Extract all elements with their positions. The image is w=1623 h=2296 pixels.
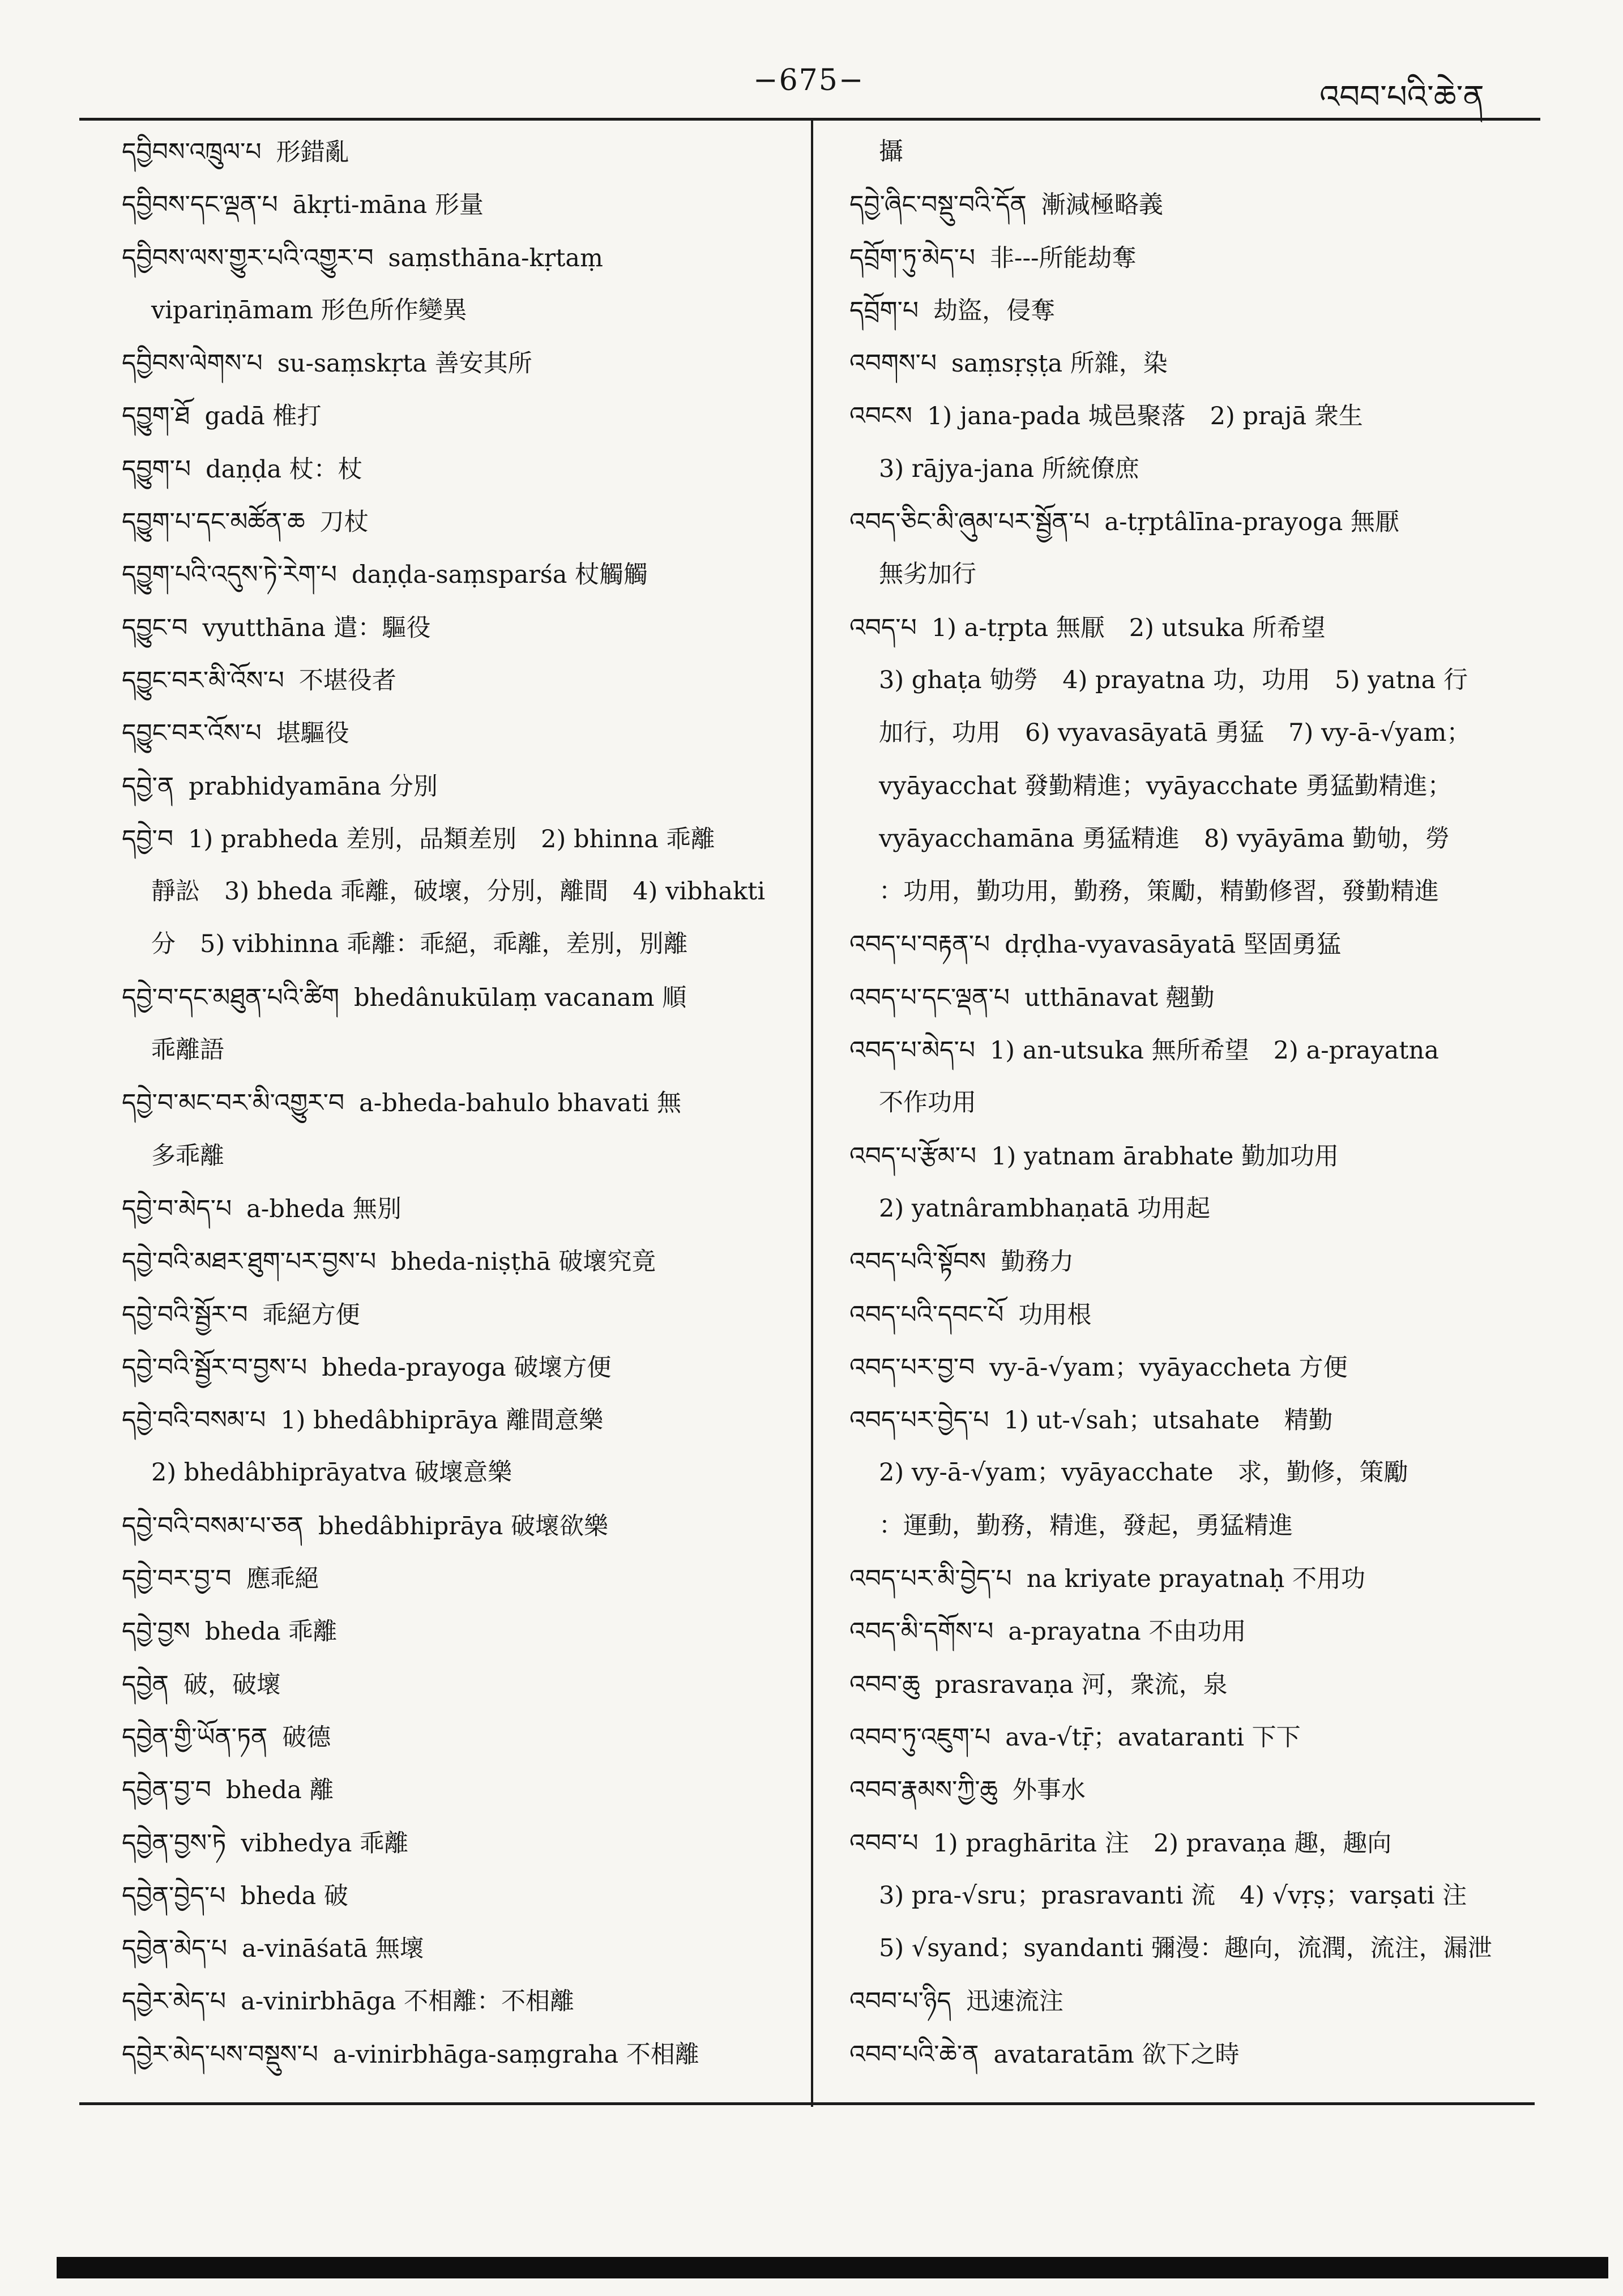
dictionary-line	[122, 1288, 801, 1341]
dictionary-line	[849, 601, 1518, 654]
tibetan-headword: འབད་པ	[849, 613, 917, 642]
dictionary-line	[849, 654, 1518, 707]
definition-text: 外事水	[1012, 1776, 1086, 1805]
tibetan-headword: དབྱེ་བར་བྱ་བ	[122, 1564, 232, 1594]
dictionary-line	[122, 1235, 801, 1288]
definition-text: 1) an-utsuka 無所希望 2) a-prayatna	[989, 1036, 1439, 1065]
dictionary-line	[849, 496, 1518, 548]
dictionary-line	[849, 1605, 1518, 1658]
definition-text: 破，破壞	[183, 1670, 281, 1699]
tibetan-headword: དབྱེ་བ	[122, 824, 174, 853]
tibetan-headword: དབྱེ་བའི་སྦྱོར་བ་བྱས་པ	[122, 1352, 307, 1382]
tibetan-headword: འབད་པ་རྩོམ་པ	[849, 1141, 977, 1171]
dictionary-line	[122, 1130, 801, 1183]
column-divider	[811, 119, 813, 2107]
definition-text: ：運動，勤務，精進，發起，勇猛精進	[879, 1511, 1293, 1540]
dictionary-line	[122, 2028, 801, 2081]
tibetan-headword: འབབ་པ	[849, 1828, 919, 1858]
tibetan-headword: འབངས	[849, 402, 913, 431]
definition-text: a-vinirbhāga-saṃgraha 不相離	[332, 2040, 699, 2069]
definition-text: a-bheda 無別	[246, 1194, 402, 1223]
dictionary-line	[849, 1922, 1518, 1975]
definition-text: 不堪役者	[298, 666, 396, 695]
tibetan-headword: དབྱུག་ཐོ	[122, 402, 190, 431]
dictionary-line	[849, 1235, 1518, 1288]
dictionary-line	[849, 1183, 1518, 1235]
dictionary-line	[849, 707, 1518, 759]
definition-text: 乖離語	[151, 1036, 224, 1065]
definition-text: na kriyate prayatnaḥ 不用功	[1026, 1565, 1366, 1594]
dictionary-line	[849, 1711, 1518, 1764]
dictionary-line	[849, 1500, 1518, 1552]
definition-text: 乖絕方便	[262, 1300, 360, 1329]
definition-text: a-vinirbhāga 不相離：不相離	[241, 1987, 575, 2016]
definition-text: vy-ā-√yam；vyāyaccheta 方便	[989, 1353, 1348, 1382]
tibetan-headword: དབྱེན་གྱི་ཡོན་ཏན	[122, 1722, 268, 1752]
dictionary-line	[122, 1183, 801, 1235]
page-number: −675−	[753, 63, 865, 97]
definition-text: bheda 破	[240, 1881, 348, 1910]
tibetan-headword: འབད་པའི་དབང་པོ	[849, 1300, 1004, 1329]
tibetan-headword: དབྱེན་བྱ་བ	[122, 1776, 211, 1805]
tibetan-headword: དབྱེ་བྱས	[122, 1617, 190, 1646]
definition-text: bheda-prayoga 破壞方便	[322, 1353, 612, 1382]
dictionary-line	[122, 1446, 801, 1499]
dictionary-line	[849, 1077, 1518, 1129]
definition-text: 劫盜，侵奪	[933, 296, 1056, 325]
definition-text: 1) bhedâbhiprāya 離間意樂	[280, 1406, 604, 1435]
definition-text: 2) vy-ā-√yam；vyāyacchate 求，勤修，策勵	[879, 1458, 1408, 1487]
dictionary-line	[849, 548, 1518, 601]
tibetan-headword: དབྱུང་བར་འོས་པ	[122, 719, 262, 748]
tibetan-headword: འབད་པར་བྱེད་པ	[849, 1406, 989, 1435]
tibetan-headword: དབྱེ་བའི་མཐར་ཐུག་པར་བྱས་པ	[122, 1247, 377, 1277]
tibetan-headword: དབྱེ་བའི་སྦྱོར་བ	[122, 1300, 248, 1329]
dictionary-line	[849, 1975, 1518, 2028]
definition-text: saṃsthāna-kṛtaṃ	[388, 244, 603, 272]
tibetan-headword: དབྱེར་མེད་པས་བསྡུས་པ	[122, 2039, 318, 2069]
dictionary-line	[849, 760, 1518, 813]
dictionary-line	[122, 1975, 801, 2028]
definition-text: saṃsṛṣṭa 所雜，染	[951, 349, 1168, 378]
left-column	[122, 126, 801, 2081]
definition-text: 1) praghārita 注 2) pravaṇa 趣，趣向	[933, 1829, 1392, 1858]
definition-text: 3) ghaṭa 劬勞 4) prayatna 功，功用 5) yatna 行	[879, 665, 1468, 694]
definition-text: ava-√tṝ；avataranti 下下	[1005, 1723, 1301, 1752]
tibetan-headword: དབྲོག་ཏུ་མེད་པ	[849, 243, 975, 272]
dictionary-line	[849, 1658, 1518, 1711]
definition-text: vibhedya 乖離	[241, 1829, 409, 1858]
tibetan-headword: འབབ་ཆུ	[849, 1670, 920, 1699]
tibetan-headword: དབྱུག་པ་དང་མཚོན་ཆ	[122, 507, 305, 537]
definition-text: 3) pra-√sru；prasravanti 流 4) √vṛṣ；varṣati 注	[879, 1881, 1467, 1910]
dictionary-line	[849, 126, 1518, 178]
dictionary-line	[122, 548, 801, 601]
dictionary-line	[122, 707, 801, 759]
dictionary-line	[849, 918, 1518, 971]
definition-text: 應乖絕	[246, 1565, 319, 1594]
dictionary-line	[122, 601, 801, 654]
dictionary-line	[849, 1446, 1518, 1499]
definition-text: a-bheda-bahulo bhavati 無	[359, 1089, 681, 1118]
definition-text: bheda 乖離	[204, 1618, 338, 1646]
definition-text: bhedânukūlaṃ vacanam 順	[354, 983, 687, 1012]
tibetan-headword: དབྱེན་བྱེད་པ	[122, 1881, 226, 1910]
tibetan-headword: དབྱིབས་ལས་གྱུར་པའི་འགྱུར་བ	[122, 243, 374, 272]
definition-text: 1) yatnam ārabhate 勤加功用	[991, 1142, 1339, 1171]
dictionary-line	[122, 654, 801, 707]
tibetan-headword: དབྱེ་ན	[122, 771, 174, 801]
definition-text: 分 5) vibhinna 乖離：乖絕，乖離，差別，別離	[151, 930, 688, 959]
dictionary-line	[849, 1394, 1518, 1446]
definition-text: vipariṇāmam 形色所作變異	[151, 296, 467, 325]
dictionary-line	[849, 2028, 1518, 2081]
dictionary-line	[122, 496, 801, 548]
definition-text: 迅速流注	[966, 1987, 1064, 2016]
definition-text: bheda-niṣṭhā 破壞究竟	[391, 1248, 656, 1277]
dictionary-line	[849, 443, 1518, 496]
definition-text: a-vināśatā 無壞	[242, 1935, 424, 1964]
tibetan-headword: འབད་པ་མེད་པ	[849, 1036, 975, 1065]
definition-text: 堪驅役	[276, 719, 349, 748]
definition-text: 2) bhedâbhiprāyatva 破壞意樂	[151, 1458, 512, 1487]
tibetan-headword: དབྲོག་པ	[849, 296, 919, 325]
definition-text: 漸減極略義	[1041, 191, 1163, 220]
dictionary-line	[122, 918, 801, 971]
top-rule	[79, 118, 1540, 121]
dictionary-line	[122, 760, 801, 813]
tibetan-headword: དབྱུག་པའི་འདུས་ཏེ་རེག་པ	[122, 560, 337, 590]
definition-text: 攝	[879, 138, 903, 166]
dictionary-line	[849, 284, 1518, 337]
definition-text: bhedâbhiprāya 破壞欲樂	[318, 1512, 609, 1540]
tibetan-headword: འབད་པ་བརྟན་པ	[849, 930, 990, 959]
definition-text: avataratām 欲下之時	[993, 2040, 1240, 2069]
definition-text: 勤務力	[1001, 1248, 1074, 1277]
dictionary-line	[849, 1870, 1518, 1922]
tibetan-headword: དབྱུང་བ	[122, 613, 188, 642]
tibetan-headword: འབབ་ཏུ་འཇུག་པ	[849, 1722, 991, 1752]
definition-text: 功用根	[1018, 1300, 1092, 1329]
definition-text: 5) √syand；syandanti 彌漫：趣向，流潤，流注，漏泄	[879, 1934, 1492, 1963]
definition-text: a-tṛptâlīna-prayoga 無厭	[1104, 508, 1399, 537]
dictionary-line	[122, 865, 801, 918]
dictionary-line	[849, 971, 1518, 1024]
tibetan-headword: དབྱིབས་འཁྲུལ་པ	[122, 138, 262, 167]
dictionary-line	[849, 1288, 1518, 1341]
definition-text: dṛḍha-vyavasāyatā 堅固勇猛	[1005, 931, 1341, 959]
scan-edge-bar	[57, 2257, 1608, 2278]
tibetan-headword: དབྱུང་བར་མི་འོས་པ	[122, 665, 284, 695]
right-column	[849, 126, 1518, 2081]
definition-text: 無劣加行	[879, 560, 976, 589]
definition-text: 非---所能劫奪	[989, 244, 1137, 272]
dictionary-line	[122, 232, 801, 284]
tibetan-headword: དབྱིབས་ལེགས་པ	[122, 349, 263, 378]
tibetan-headword: འབད་པ་དང་ལྡན་པ	[849, 983, 1010, 1012]
definition-text: 1) a-tṛpta 無厭 2) utsuka 所希望	[931, 613, 1326, 642]
running-head: འབབ་པའི་ཆེ་ན	[1319, 79, 1484, 116]
definition-text: 3) rājya-jana 所統僚庶	[879, 454, 1139, 483]
dictionary-line	[122, 1711, 801, 1764]
dictionary-line	[122, 971, 801, 1024]
dictionary-line	[122, 1870, 801, 1922]
definition-text: prasravaṇa 河，衆流，泉	[934, 1670, 1228, 1699]
dictionary-line	[122, 1552, 801, 1605]
definition-text: vyāyacchat 發勤精進；vyāyacchate 勇猛勤精進；	[879, 771, 1452, 800]
definition-text: 1) ut-√sah；utsahate 精勤	[1003, 1406, 1333, 1435]
definition-text: 不作功用	[879, 1089, 976, 1117]
dictionary-line	[122, 1024, 801, 1077]
definition-text: 加行，功用 6) vyavasāyatā 勇猛 7) vy-ā-√yam；	[879, 719, 1471, 748]
dictionary-line	[122, 1922, 801, 1975]
dictionary-line	[122, 1605, 801, 1658]
dictionary-line	[849, 337, 1518, 390]
tibetan-headword: དབྱེ་བ་མང་བར་མི་འགྱུར་བ	[122, 1089, 345, 1118]
tibetan-headword: དབྱེ་བ་མེད་པ	[122, 1194, 232, 1223]
tibetan-headword: དབྱེན	[122, 1670, 169, 1699]
tibetan-headword: འབད་པའི་སྟོབས	[849, 1247, 986, 1277]
dictionary-line	[122, 1500, 801, 1552]
definition-text: 1) prabheda 差別，品類差別 2) bhinna 乖離	[188, 825, 715, 853]
definition-text: 1) jana-pada 城邑聚落 2) prajā 衆生	[927, 402, 1363, 431]
dictionary-line	[849, 178, 1518, 231]
dictionary-line	[849, 865, 1518, 918]
definition-text: daṇḍa-saṃsparśa 杖觸觸	[351, 561, 648, 590]
dictionary-line	[122, 126, 801, 178]
definition-text: 靜訟 3) bheda 乖離，破壞，分別，離間 4) vibhakti	[151, 877, 766, 906]
definition-text: 破德	[282, 1723, 331, 1752]
definition-text: a-prayatna 不由功用	[1008, 1618, 1246, 1646]
dictionary-line	[122, 1077, 801, 1129]
dictionary-line	[122, 390, 801, 442]
tibetan-headword: དབྱེན་མེད་པ	[122, 1934, 228, 1964]
dictionary-line	[122, 1817, 801, 1870]
dictionary-line	[849, 1817, 1518, 1870]
definition-text: ākṛti-māna 形量	[292, 191, 484, 220]
bottom-rule	[79, 2102, 1535, 2105]
tibetan-headword: དབྱེན་བྱས་ཏེ	[122, 1828, 227, 1858]
tibetan-headword: འབད་པར་བྱ་བ	[849, 1352, 975, 1382]
definition-text: vyutthāna 遣：驅役	[202, 613, 431, 642]
dictionary-line	[122, 1394, 801, 1446]
tibetan-headword: འབད་པར་མི་བྱེད་པ	[849, 1564, 1012, 1594]
definition-text: bheda 離	[225, 1776, 334, 1805]
definition-text: gadā 椎打	[204, 402, 322, 431]
dictionary-line	[122, 284, 801, 337]
tibetan-headword: དབྱེ་ཞིང་བསྡུ་བའི་དོན	[849, 190, 1027, 220]
definition-text: 形錯亂	[276, 138, 349, 167]
dictionary-line	[849, 232, 1518, 284]
definition-text: ：功用，勤功用，勤務，策勵，精勤修習，發勤精進	[879, 877, 1439, 906]
dictionary-line	[122, 443, 801, 496]
tibetan-headword: དབྱེར་མེད་པ	[122, 1987, 227, 2016]
tibetan-headword: འབབ་པའི་ཆེ་ན	[849, 2039, 979, 2069]
tibetan-headword: དབྱེ་བའི་བསམ་པ	[122, 1406, 266, 1435]
tibetan-headword: དབྱུག་པ	[122, 454, 191, 484]
definition-text: su-saṃskṛta 善安其所	[277, 349, 532, 378]
tibetan-headword: འབགས་པ	[849, 349, 937, 378]
definition-text: 2) yatnârambhaṇatā 功用起	[879, 1194, 1211, 1223]
dictionary-line	[122, 813, 801, 865]
tibetan-headword: དབྱིབས་དང་ལྡན་པ	[122, 190, 278, 220]
tibetan-headword: འབད་མི་དགོས་པ	[849, 1617, 994, 1646]
definition-text: prabhidyamāna 分別	[189, 772, 438, 801]
definition-text: daṇḍa 杖：杖	[206, 455, 362, 484]
dictionary-line	[849, 390, 1518, 442]
tibetan-headword: འབབ་རྣམས་ཀྱི་ཆུ	[849, 1776, 998, 1805]
dictionary-line	[849, 1552, 1518, 1605]
dictionary-line	[122, 337, 801, 390]
tibetan-headword: འབབ་པ་ཉིད	[849, 1987, 951, 2016]
tibetan-headword: འབད་ཅིང་མི་ཞུམ་པར་སྦྱོན་པ	[849, 507, 1090, 537]
dictionary-line	[849, 1341, 1518, 1394]
dictionary-line	[849, 1024, 1518, 1077]
tibetan-headword: དབྱེ་བའི་བསམ་པ་ཅན	[122, 1511, 304, 1540]
dictionary-line	[849, 813, 1518, 865]
tibetan-headword: དབྱེ་བ་དང་མཐུན་པའི་ཚིག	[122, 983, 339, 1012]
definition-text: 刀杖	[319, 508, 369, 537]
dictionary-line	[122, 1658, 801, 1711]
definition-text: vyāyacchamāna 勇猛精進 8) vyāyāma 勤劬，勞	[879, 824, 1450, 853]
definition-text: 多乖離	[151, 1141, 224, 1170]
dictionary-line	[122, 1341, 801, 1394]
dictionary-line	[122, 178, 801, 231]
definition-text: utthānavat 翹勤	[1024, 983, 1215, 1012]
dictionary-line	[122, 1764, 801, 1816]
dictionary-line	[849, 1764, 1518, 1816]
dictionary-line	[849, 1130, 1518, 1183]
